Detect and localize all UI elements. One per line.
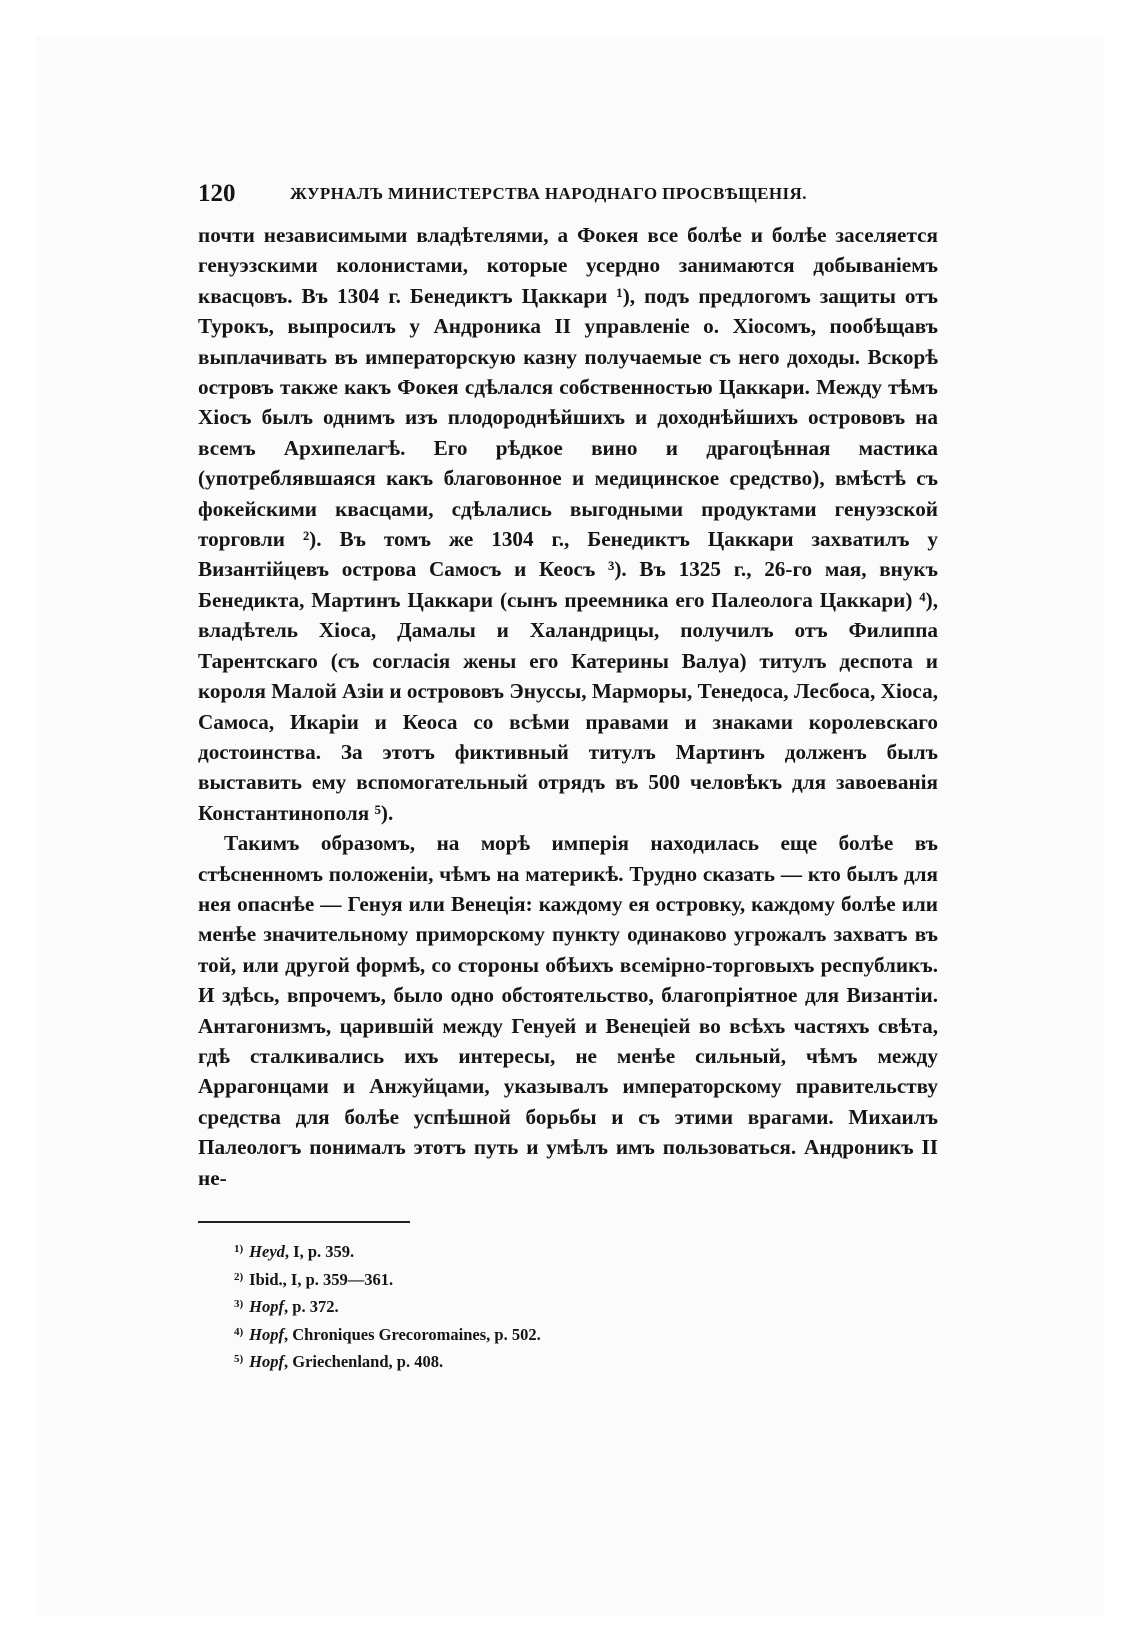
footnote-mark: 3) xyxy=(234,1298,244,1311)
footnote xyxy=(234,1237,938,1265)
footnote-text: Ibid., I, p. 359—361. xyxy=(249,1269,394,1289)
footnote-mark: 2) xyxy=(234,1270,244,1283)
footnote xyxy=(234,1320,938,1348)
footnote xyxy=(234,1265,938,1293)
footnote-mark: 5) xyxy=(234,1353,244,1366)
footnote-divider xyxy=(198,1221,410,1223)
footnote-author: Hopf xyxy=(249,1352,285,1372)
footnotes xyxy=(234,1237,938,1375)
footnote-author: Hopf xyxy=(249,1297,285,1317)
running-head: ЖУРНАЛЪ МИНИСТЕРСТВА НАРОДНАГО ПРОСВѢЩЕНІЯ. xyxy=(290,184,807,203)
footnote-mark: 1) xyxy=(234,1243,244,1255)
body-text xyxy=(198,220,938,1193)
page-number: 120 xyxy=(198,180,236,207)
footnote xyxy=(234,1292,938,1320)
paragraph: почти независимыми владѣтелями, а Фокея все болѣе и болѣе заселяется генуэзскими колонистами, которые усердно занимаются добываніемъ квасцовъ. Въ 1304 г. Бенедиктъ Цаккари ¹), подъ предлогомъ защиты отъ Турокъ, выпросилъ у Андроника II управленіе о. Хіосомъ, пообѣщавъ выплачивать въ императорскую казну получаемые съ него доходы. Вскорѣ островъ также какъ Фокея сдѣлался собственностью Цаккари. Между тѣмъ Хіосъ былъ однимъ изъ плодороднѣйшихъ и доходнѣйшихъ острововъ на всемъ Архипелагѣ. Его рѣдкое вино и драгоцѣнная мастика (употреблявшаяся какъ благовонное и медицинское средство), вмѣстѣ съ фокейскими квасцами, сдѣлались выгодными продуктами генуэзской торговли ²). Въ томъ же 1304 г., Бенедиктъ Цаккари захватилъ у Византійцевъ острова Самосъ и Кеосъ ³). Въ 1325 г., 26-го мая, внукъ Бенедикта, Мартинъ Цаккари (сынъ преемника его Палеолога Цаккари) ⁴), владѣтель Хіоса, Дамалы и Халандрицы, получилъ отъ Филиппа Тарентскаго (съ согласія жены его Катерины Валуа) титулъ деспота и короля Малой Азіи и острововъ Энуссы, Марморы, Тенедоса, Лесбоса, Хіоса, Самоса, Икаріи и Кеоса со всѣми правами и знаками королевскаго достоинства. За этотъ фиктивный титулъ Мартинъ долженъ былъ выставить ему вспомогательный отрядъ въ 500 человѣкъ для завоеванія Константинополя ⁵). xyxy=(198,223,938,825)
footnote-author: Heyd xyxy=(249,1242,285,1261)
book-page xyxy=(198,180,938,1375)
footnote-mark: 4) xyxy=(234,1325,244,1338)
footnote-text: , I, p. 359. xyxy=(284,1242,355,1261)
page-header xyxy=(198,180,938,220)
footnote-author: Hopf xyxy=(249,1324,285,1344)
footnote xyxy=(234,1347,938,1375)
footnote-text: , p. 372. xyxy=(284,1297,339,1317)
paragraph: Такимъ образомъ, на морѣ имперія находилась еще болѣе въ стѣсненномъ положеніи, чѣмъ на материкѣ. Трудно сказать — кто былъ для нея опаснѣе — Генуя или Венеція: каждому ея островку, каждому болѣе или менѣе значительному приморскому пункту одинаково угрожалъ захватъ въ той, или другой формѣ, со стороны обѣихъ всемірно-торговыхъ республикъ. И здѣсь, впрочемъ, было одно обстоятельство, благопріятное для Византіи. Антагонизмъ, царившій между Генуей и Венеціей во всѣхъ частяхъ свѣта, гдѣ сталкивались ихъ интересы, не менѣе сильный, чѣмъ между Аррагонцами и Анжуйцами, указывалъ императорскому правительству средства для болѣе успѣшной борьбы и съ этими врагами. Михаилъ Палеологъ понималъ этотъ путь и умѣлъ имъ пользоваться. Андроникъ II не- xyxy=(198,831,938,1190)
footnote-text: , Griechenland, p. 408. xyxy=(284,1352,444,1372)
footnote-text: , Chroniques Grecoromaines, p. 502. xyxy=(284,1324,541,1344)
